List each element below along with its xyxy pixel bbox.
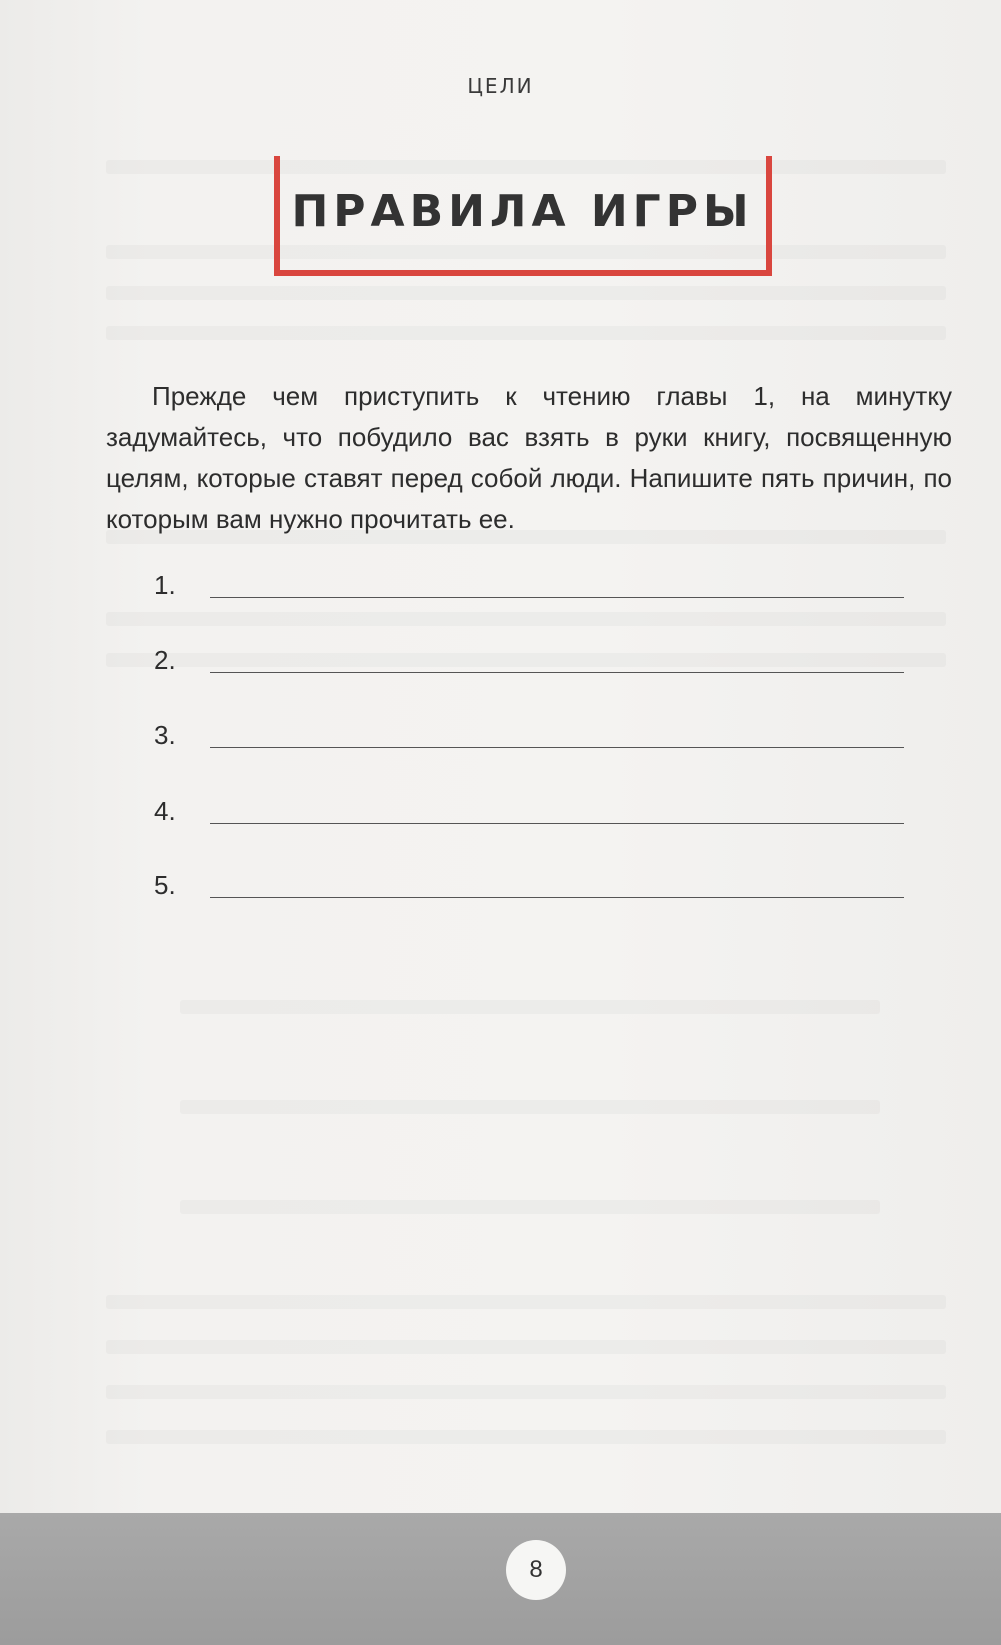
bleed-through [106, 612, 946, 626]
bleed-through [180, 1000, 880, 1014]
list-item [154, 570, 904, 610]
list-number: 3. [154, 720, 176, 750]
bleed-through [180, 1100, 880, 1114]
bleed-through [106, 286, 946, 300]
list-item [154, 720, 904, 760]
list-number: 1. [154, 570, 176, 600]
list-number: 5. [154, 870, 176, 900]
list-item [154, 645, 904, 685]
intro-paragraph: Прежде чем приступить к чтению главы 1, на минутку задумайтесь, что побудило вас взять в руки книгу, посвященную целям, которые ставят перед собой люди. Напишите пять причин, по которым вам нужно прочитать ее. [106, 381, 952, 534]
bleed-through [106, 1430, 946, 1444]
bleed-through [106, 1295, 946, 1309]
list-item [154, 870, 904, 910]
answer-line [210, 897, 904, 898]
page-title: ПРАВИЛА ИГРЫ [291, 186, 754, 237]
footer-band [0, 1513, 1001, 1645]
bleed-through [180, 1200, 880, 1214]
running-head: ЦЕЛИ [467, 74, 534, 98]
answer-line [210, 597, 904, 598]
list-number: 4. [154, 796, 176, 826]
answer-line [210, 823, 904, 824]
bleed-through [106, 1385, 946, 1399]
answer-line [210, 672, 904, 673]
answer-line [210, 747, 904, 748]
bleed-through [106, 326, 946, 340]
bleed-through [106, 1340, 946, 1354]
page-number: 8 [506, 1540, 566, 1600]
list-number: 2. [154, 645, 176, 675]
list-item [154, 796, 904, 836]
